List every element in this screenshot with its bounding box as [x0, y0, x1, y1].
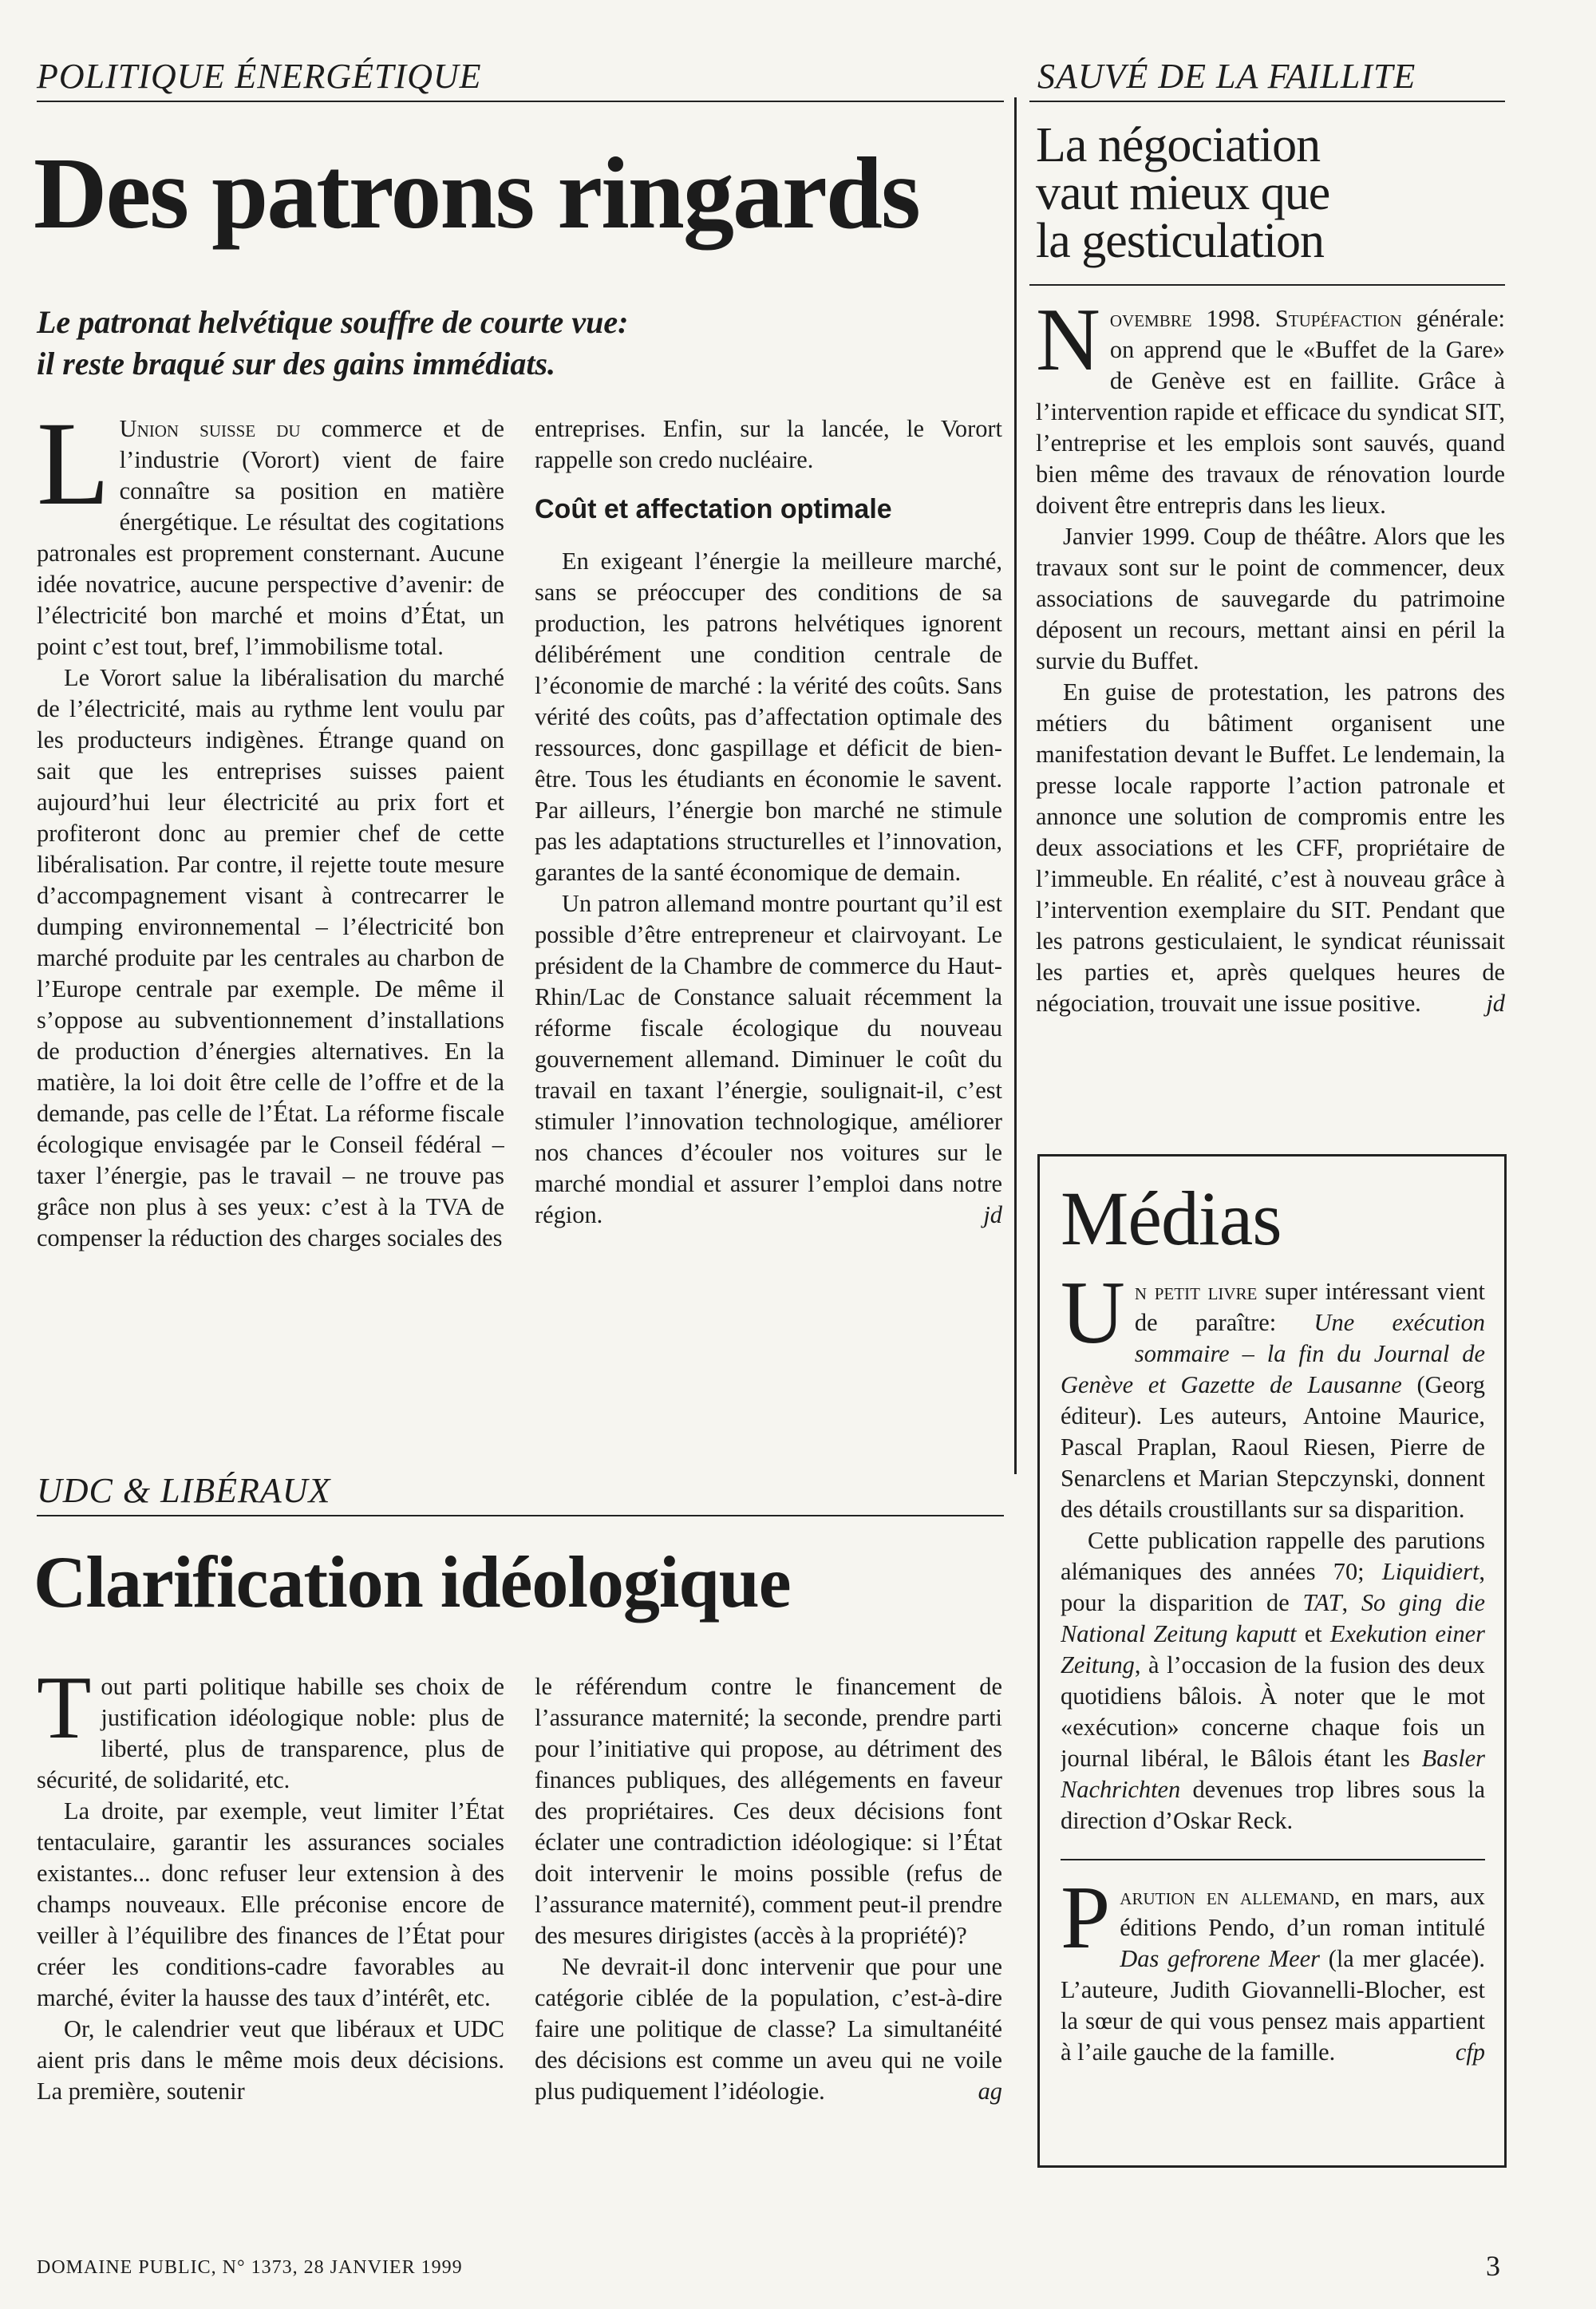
paragraph: Janvier 1999. Coup de théâtre. Alors que les travaux sont sur le point de commencer, deux associations de sauvegarde du patrimoine déposent un recours, mettant ainsi en péril la survie du Buffet.	[1036, 523, 1505, 674]
paragraph-text: Ne devrait-il donc intervenir que pour une catégorie ciblée de la population, c’est-à-dire faire une politique de classe? La simultanéité des décisions est comme un aveu qui ne voile plus pudiquement l’idéologie.	[535, 1953, 1002, 2105]
lede-line: il reste braqué sur des gains immédiats.	[37, 346, 556, 382]
paragraph	[1061, 1525, 1485, 1837]
author-signature: jd	[1486, 990, 1505, 1017]
page-number: 3	[1486, 2250, 1500, 2282]
paragraph: Le Vorort salue la libéralisation du marché de l’électricité, mais au rythme lent voulu par les producteurs indigènes. Étrange quand on sait que les entreprises suisses paient aujourd’hui leur électricité au prix fort et profiteront donc au premier chef de cette libéralisation. Par contre, il rejette toute mesure d’accompagnement visant à contrecarrer le dumping environnemental – l’électricité bon marché produite par les centrales au charbon de l’Europe centrale par exemple. De même il s’oppose au subventionnement d’installations de production d’énergies alternatives. En la matière, la loi doit être celle de l’offre et de la demande, pas celle de l’État. La réforme fiscale écologique envisagée par le Conseil fédéral – taxer l’énergie, pas le travail – ne trouve pas grâce non plus à ses yeux: c’est à la TVA de compenser la réduction des charges sociales des	[37, 664, 504, 1251]
box-divider	[1061, 1859, 1485, 1860]
paragraph-text: et	[1296, 1620, 1330, 1647]
paragraph-text: commerce et de l’industrie (Vorort) vient de faire connaître sa position en matière énergétique. Le résultat des cogitations patronales est proprement consternant. Aucune idée novatrice, aucune perspective d’avenir: de l’électricité bon marché et moins d’État, un point c’est tout, bref, l’immobilisme total.	[37, 415, 504, 660]
section-rubric: POLITIQUE ÉNERGÉTIQUE	[37, 57, 482, 96]
section-rubric: UDC & LIBÉRAUX	[37, 1471, 331, 1510]
box-column	[1061, 1276, 1485, 2146]
paragraph-text: ,	[1341, 1589, 1361, 1616]
paragraph-text: super intéressant vient de paraître:	[1134, 1278, 1485, 1336]
article-column	[1036, 303, 1505, 1149]
paragraph-text: , à l’occasion de la fusion des deux quotidiens bâlois. À noter que le mot «exécution» concerne chaque fois un journal libéral, le Bâlois étant les	[1061, 1651, 1485, 1772]
author-signature: cfp	[1455, 2038, 1485, 2066]
small-caps-lead: arution en allemand,	[1120, 1883, 1341, 1910]
small-caps-lead: ovembre	[1109, 305, 1192, 332]
author-signature: ag	[978, 2078, 1002, 2105]
paragraph-text: out parti politique habille ses choix de justification idéologique noble: plus de liberté, plus de transparence, plus de sécurité, de solidarité, etc.	[37, 1673, 504, 1793]
title-line: La négociation	[1036, 118, 1321, 172]
book-title: Liquidiert	[1381, 1558, 1479, 1585]
drop-cap: T	[37, 1671, 92, 1757]
drop-cap: P	[1061, 1868, 1111, 1967]
medias-box	[1037, 1154, 1507, 2168]
small-caps-word: Stupéfaction	[1274, 305, 1402, 332]
rubric-rule	[1029, 101, 1505, 102]
small-caps-lead: Union suisse du	[119, 415, 301, 442]
paragraph	[1036, 677, 1505, 1019]
paragraph: La droite, par exemple, veut limiter l’État tentaculaire, garantir les assurances sociales existantes... donc refuser leur extension à des champs nouveaux. Elle préconise encore de veiller à l’équilibre des finances de l’État pour créer les conditions-cadre favorables au marché, éviter la hausse des taux d’intérêt, etc.	[37, 1797, 504, 2011]
article-title	[1036, 118, 1330, 268]
column-divider	[1014, 97, 1017, 1474]
paragraph: entreprises. Enfin, sur la lancée, le Vorort rappelle son credo nucléaire.	[535, 415, 1002, 473]
small-caps-lead: n petit livre	[1134, 1278, 1258, 1305]
rubric-rule	[37, 101, 1004, 102]
article-lede	[37, 302, 1002, 385]
paragraph-text: en mars, aux éditions Pendo, d’un roman intitulé	[1120, 1883, 1485, 1941]
article-title: Des patrons ringards	[34, 136, 919, 250]
paragraph	[535, 1951, 1002, 2107]
article-title: Clarification idéologique	[34, 1541, 791, 1623]
paragraph-text: 1998.	[1191, 305, 1275, 332]
paragraph: En exigeant l’énergie la meilleure marché, sans se préoccuper des conditions de sa production, les patrons helvétiques ignorent délibérément une condition centrale de l’économie de marché : la vérité des coûts. Sans vérité des coûts, pas d’affectation optimale des ressources, donc gaspillage et déficit de bien-être. Tous les étudiants en économie le savent. Par ailleurs, l’énergie bon marché ne stimule pas les adaptations structurelles et l’innovation, garantes de la santé économique de demain.	[535, 548, 1002, 886]
paragraph	[1036, 303, 1505, 521]
newspaper-name: TAT	[1302, 1589, 1342, 1616]
author-signature: jd	[983, 1201, 1002, 1228]
paragraph-text: Un patron allemand montre pourtant qu’il est possible d’être entrepreneur et clairvoyant. Le président de la Chambre de commerce du Haut-Rhin/Lac de Constance saluait récemment la réforme fiscale écologique du nouveau gouvernement allemand. Diminuer le coût du travail en taxant l’énergie, soulignait-il, c’est stimuler l’innovation technologique, améliorer nos chances d’écouler nos voitures sur le marché mondial et assurer l’emploi dans notre région.	[535, 890, 1002, 1228]
section-rubric: SAUVÉ DE LA FAILLITE	[1037, 57, 1416, 96]
paragraph-text: (la mer glacée). L’auteure, Judith Giovannelli-Blocher, est la sœur de qui vous pensez mais appartient à l’aile gauche de la famille.	[1061, 1945, 1485, 2066]
paragraph	[37, 413, 504, 662]
article-column-2	[535, 413, 1002, 1437]
rubric-rule	[37, 1515, 1004, 1516]
title-rule	[1029, 284, 1505, 286]
newspaper-name: Basler Nachrichten	[1061, 1745, 1485, 1803]
drop-cap: L	[37, 413, 110, 530]
paragraph	[1061, 1868, 1485, 2068]
title-line: la gesticulation	[1036, 214, 1325, 268]
paragraph: le référendum contre le financement de l’assurance maternité; la seconde, prendre parti pour l’initiative qui propose, au détriment des finances publiques, des allégements en faveur des propriétaires. Ces deux décisions font éclater une contradiction idéologique: si l’État doit intervenir le moins possible (refus de l’assurance maternité), comment peut-il prendre des mesures dirigistes (accès à la propriété)?	[535, 1673, 1002, 1949]
book-title: So ging die National Zeitung kaputt	[1061, 1589, 1485, 1647]
box-title: Médias	[1061, 1176, 1282, 1261]
paragraph-text: devenues trop libres sous la direction d’Oskar Reck.	[1061, 1776, 1485, 1834]
paragraph	[535, 888, 1002, 1231]
article-column-1	[37, 413, 504, 1437]
paragraph	[37, 1671, 504, 1796]
subheading: Coût et affectation optimale	[535, 494, 892, 524]
paragraph-text: (Georg éditeur). Les auteurs, Antoine Maurice, Pascal Praplan, Raoul Riesen, Pierre de Senarclens et Marian Stepczynski, donnent des détails croustillants sur sa disparition.	[1061, 1371, 1485, 1523]
article-column-1	[37, 1671, 504, 2182]
drop-cap: U	[1061, 1276, 1125, 1362]
paragraph	[1061, 1276, 1485, 1525]
title-line: vaut mieux que	[1036, 166, 1330, 220]
lede-line: Le patronat helvétique souffre de courte vue:	[37, 304, 629, 340]
footer-publication: DOMAINE PUBLIC, N° 1373, 28 JANVIER 1999	[37, 2257, 463, 2278]
drop-cap: N	[1036, 303, 1100, 389]
paragraph-text: , pour la disparition de	[1061, 1558, 1485, 1616]
book-title: Une exécution sommaire – la fin du Journal de Genève et Gazette de Lausanne	[1061, 1309, 1485, 1398]
book-title: Exekution einer Zeitung	[1061, 1620, 1485, 1678]
book-title: Das gefrorene Meer	[1120, 1945, 1320, 1972]
paragraph: Or, le calendrier veut que libéraux et UDC aient pris dans le même mois deux décisions. La première, soutenir	[37, 2015, 504, 2105]
article-column-2	[535, 1671, 1002, 2182]
paragraph-text: Cette publication rappelle des parutions alémaniques des années 70;	[1061, 1527, 1485, 1585]
paragraph-text: générale: on apprend que le «Buffet de la Gare» de Genève est en faillite. Grâce à l’intervention rapide et efficace du syndicat SIT, l’entreprise et les emplois sont sauvés, quand bien même des travaux de rénovation lourde doivent être entrepris dans les lieux.	[1036, 305, 1505, 519]
paragraph-text: En guise de protestation, les patrons des métiers du bâtiment organisent une manifestation devant le Buffet. Le lendemain, la presse locale rapporte l’action patronale et annonce une solution de compromis entre les deux associations et les CFF, propriétaire de l’immeuble. En réalité, c’est à nouveau grâce à l’intervention exemplaire du SIT. Pendant que les patrons gesticulaient, le syndicat réunissait les parties et, après quelques heures de négociation, trouvait une issue positive.	[1036, 678, 1505, 1017]
